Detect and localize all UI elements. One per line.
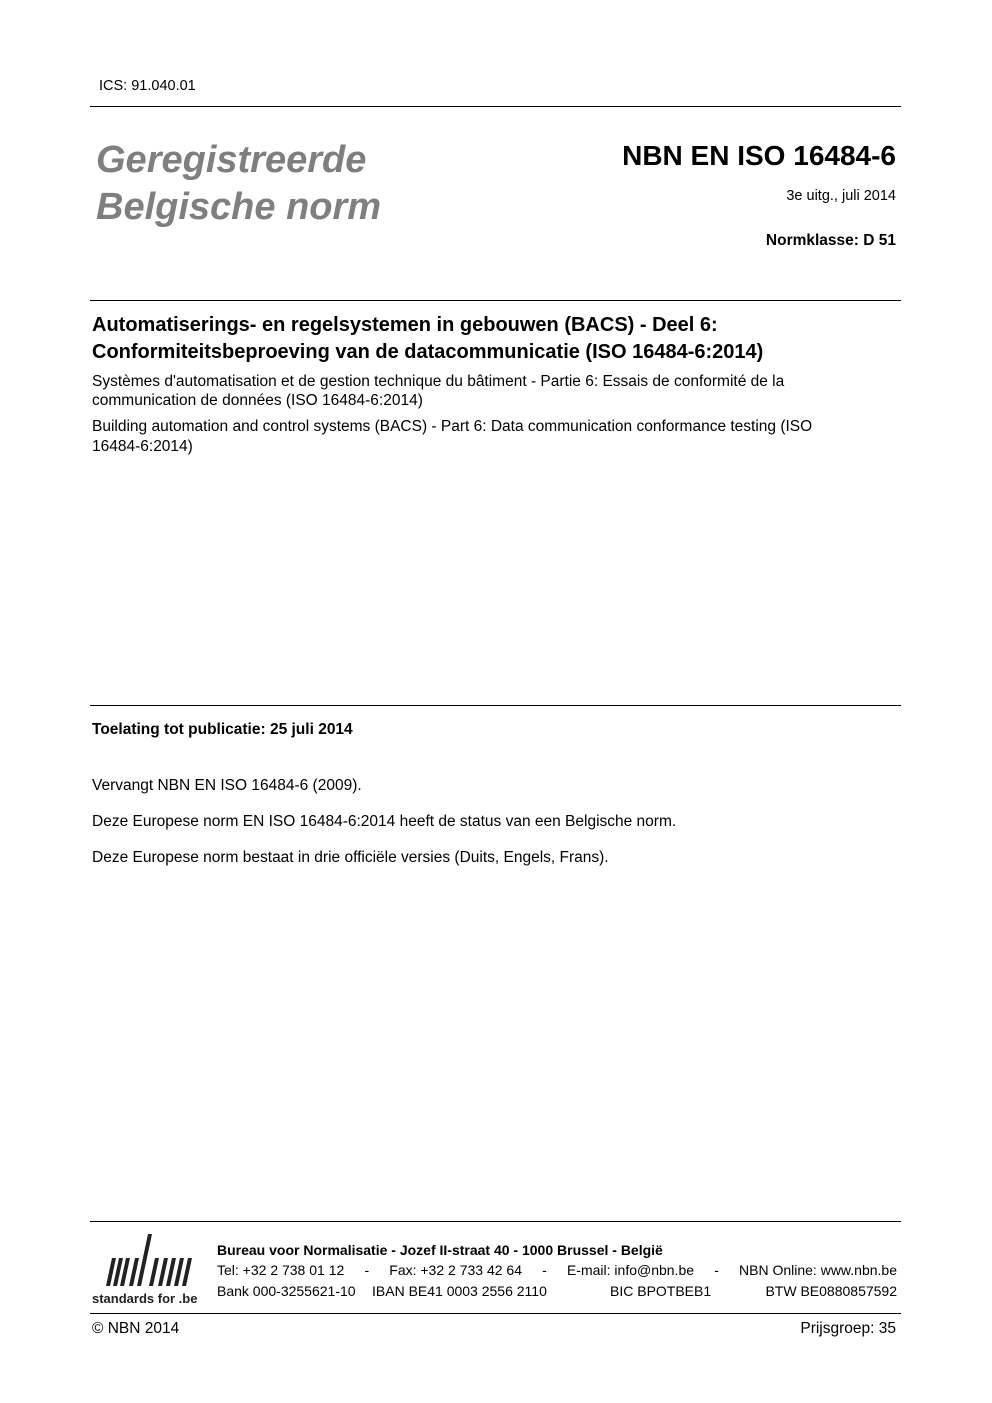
divider: [90, 1313, 901, 1314]
footer-email[interactable]: E-mail: info@nbn.be: [566, 1262, 695, 1278]
versions-note: Deze Europese norm bestaat in drie officiële versies (Duits, Engels, Frans).: [92, 849, 609, 866]
divider: [90, 300, 901, 301]
logo-tagline: standards for .be: [92, 1291, 198, 1306]
norm-class: Normklasse: D 51: [765, 232, 896, 249]
footer-fax: Fax: +32 2 733 42 64: [389, 1262, 522, 1278]
price-group: Prijsgroep: 35: [800, 1320, 896, 1337]
copyright: © NBN 2014: [92, 1320, 180, 1337]
ics-code: ICS: 91.040.01: [99, 78, 196, 94]
footer-bic: BIC BPOTBEB1: [610, 1283, 712, 1299]
divider: [90, 106, 901, 107]
doc-type-line2: Belgische norm: [96, 186, 382, 228]
title-fr-line2: communication de données (ISO 16484-6:2014): [92, 392, 423, 409]
doc-type-line1: Geregistreerde: [96, 139, 367, 181]
divider: [90, 705, 901, 706]
footer-iban: IBAN BE41 0003 2556 2110: [372, 1283, 547, 1299]
title-en-line2: 16484-6:2014): [92, 438, 193, 455]
status-note: Deze Europese norm EN ISO 16484-6:2014 heeft de status van een Belgische norm.: [92, 813, 677, 830]
standard-id: NBN EN ISO 16484-6: [622, 140, 896, 171]
footer-contact: [217, 1260, 897, 1281]
footer-bank-account: Bank 000-3255621-10: [217, 1283, 356, 1299]
nbn-logo-mark-icon: [92, 1230, 204, 1292]
divider: [90, 1221, 901, 1222]
footer-address: Bureau voor Normalisatie - Jozef II-straat 40 - 1000 Brussel - België: [217, 1242, 663, 1258]
title-fr-line1: Systèmes d'automatisation et de gestion technique du bâtiment - Partie 6: Essais de conformité de la: [92, 373, 785, 390]
footer-btw: BTW BE0880857592: [765, 1283, 897, 1299]
title-nl-line2: Conformiteitsbeproeving van de datacommunicatie (ISO 16484-6:2014): [92, 341, 764, 363]
separator: -: [542, 1262, 547, 1278]
title-en-line1: Building automation and control systems (BACS) - Part 6: Data communication conformance testing (ISO: [92, 418, 813, 435]
footer-tel: Tel: +32 2 738 01 12: [217, 1262, 345, 1278]
footer-online[interactable]: NBN Online: www.nbn.be: [739, 1262, 897, 1278]
separator: -: [714, 1262, 719, 1278]
title-nl-line1: Automatiserings- en regelsystemen in gebouwen (BACS) - Deel 6:: [92, 314, 718, 336]
approval-date: Toelating tot publicatie: 25 juli 2014: [92, 721, 353, 738]
nbn-logo: [92, 1230, 204, 1310]
separator: -: [364, 1262, 370, 1278]
edition: 3e uitg., juli 2014: [786, 188, 896, 204]
replaces-note: Vervangt NBN EN ISO 16484-6 (2009).: [92, 777, 362, 794]
